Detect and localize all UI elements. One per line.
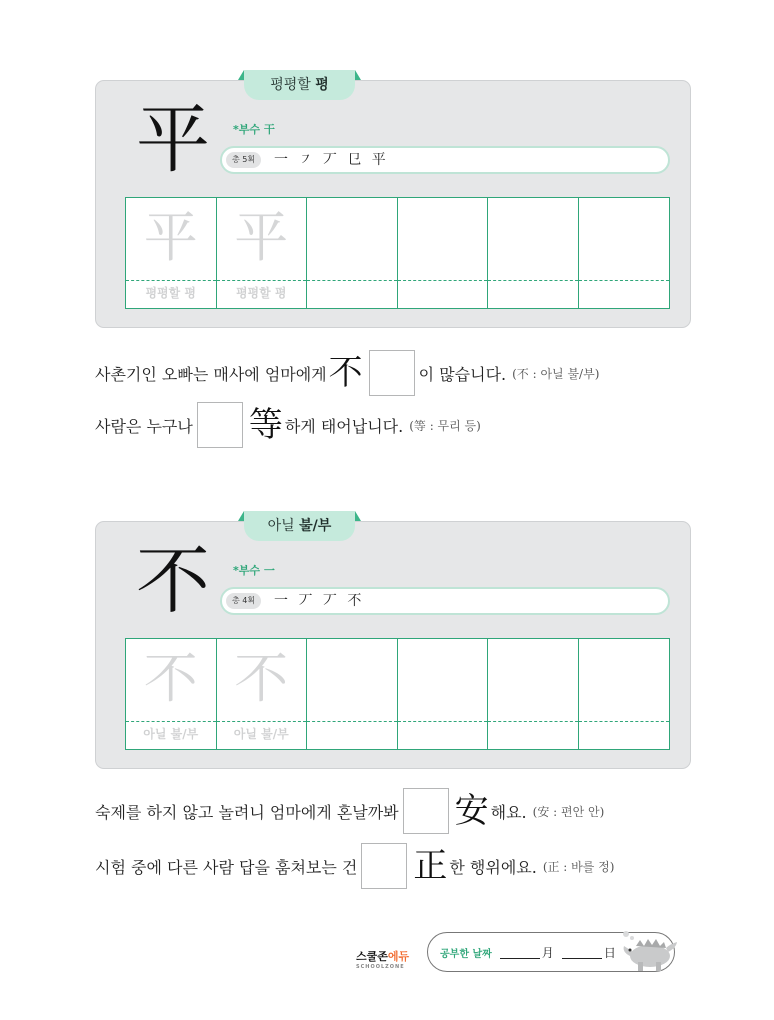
trace-label: 아닐 불/부 [233,727,289,741]
practice-cell[interactable] [488,198,579,308]
stroke-order-bar [220,587,670,615]
char-panel-1 [95,80,691,328]
trace-character: 平 [143,206,198,269]
example-sentence [95,402,481,448]
answer-box[interactable] [197,402,243,448]
sentence-hanja: 不 [328,353,363,393]
practice-cell[interactable] [398,198,489,308]
main-character: 平 [136,97,210,183]
practice-cell[interactable] [398,639,489,749]
dinosaur-icon [620,928,678,974]
trace-label: 평평할 평 [145,286,197,300]
stroke-order: 一 ㇇ 丆 㔾 平 [274,152,389,168]
trace-label: 평평할 평 [235,286,287,300]
trace-cell[interactable] [217,198,308,308]
example-sentence [95,843,614,889]
tab-meaning: 아닐 [267,518,300,534]
sentence-text: 숙제를 하지 않고 놀려니 엄마에게 혼날까봐 [95,802,399,822]
practice-grid [125,638,670,750]
practice-grid [125,197,670,309]
sentence-hanja: 安 [454,791,489,831]
tab-reading: 불/부 [299,518,332,534]
logo-sub: SCHOOLZONE [356,964,405,970]
trace-character: 平 [234,206,289,269]
day-unit: 日 [603,945,616,960]
practice-cell[interactable] [307,198,398,308]
brand-logo [356,948,409,970]
sentence-text: 사촌기인 오빠는 매사에 엄마에게 [95,364,327,384]
month-blank[interactable] [500,946,540,959]
radical-label: *부수 一 [233,564,275,577]
sentence-text: 시험 중에 다른 사람 답을 훔쳐보는 건 [95,857,358,877]
tab-meaning: 평평할 [270,77,316,93]
hanja-note: (等 : 무리 등) [409,418,481,433]
stroke-count-badge: 총 4획 [226,593,261,609]
example-sentence [95,788,604,834]
practice-cell[interactable] [307,639,398,749]
radical-label: *부수 干 [233,123,275,136]
logo-main: 스쿨존 [356,950,388,963]
practice-cell[interactable] [579,198,670,308]
stroke-count-badge: 총 5획 [226,152,261,168]
day-blank[interactable] [562,946,602,959]
stroke-order-bar [220,146,670,174]
sentence-hanja: 正 [413,846,448,886]
month-unit: 月 [541,945,554,960]
sentence-text: 한 행위에요. [449,857,537,877]
trace-cell[interactable] [126,198,217,308]
answer-box[interactable] [369,350,415,396]
tab-character-meaning [244,70,355,100]
logo-edu: 에듀 [387,950,410,963]
answer-box[interactable] [403,788,449,834]
sentence-text: 하게 태어납니다. [284,416,404,436]
tab-reading: 평 [315,77,329,93]
stroke-order: 一 丆 丆 不 [274,593,365,609]
hanja-note: (安 : 편안 안) [532,804,605,819]
practice-cell[interactable] [488,639,579,749]
trace-cell[interactable] [217,639,308,749]
main-character: 不 [136,538,210,624]
sentence-hanja: 等 [248,405,283,445]
hanja-note: (不 : 아닐 불/부) [512,366,600,381]
trace-cell[interactable] [126,639,217,749]
example-sentence [95,350,599,396]
char-panel-2 [95,521,691,769]
sentence-text: 해요. [490,802,527,822]
trace-character: 不 [234,647,289,710]
tab-character-meaning [244,511,355,541]
trace-label: 아닐 불/부 [143,727,199,741]
hanja-note: (正 : 바를 정) [542,859,615,874]
sentence-text: 이 많습니다. [418,364,507,384]
trace-character: 不 [143,647,198,710]
answer-box[interactable] [361,843,407,889]
sentence-text: 사람은 누구나 [95,416,193,436]
date-label: 공부한 날짜 [440,948,492,960]
practice-cell[interactable] [579,639,670,749]
